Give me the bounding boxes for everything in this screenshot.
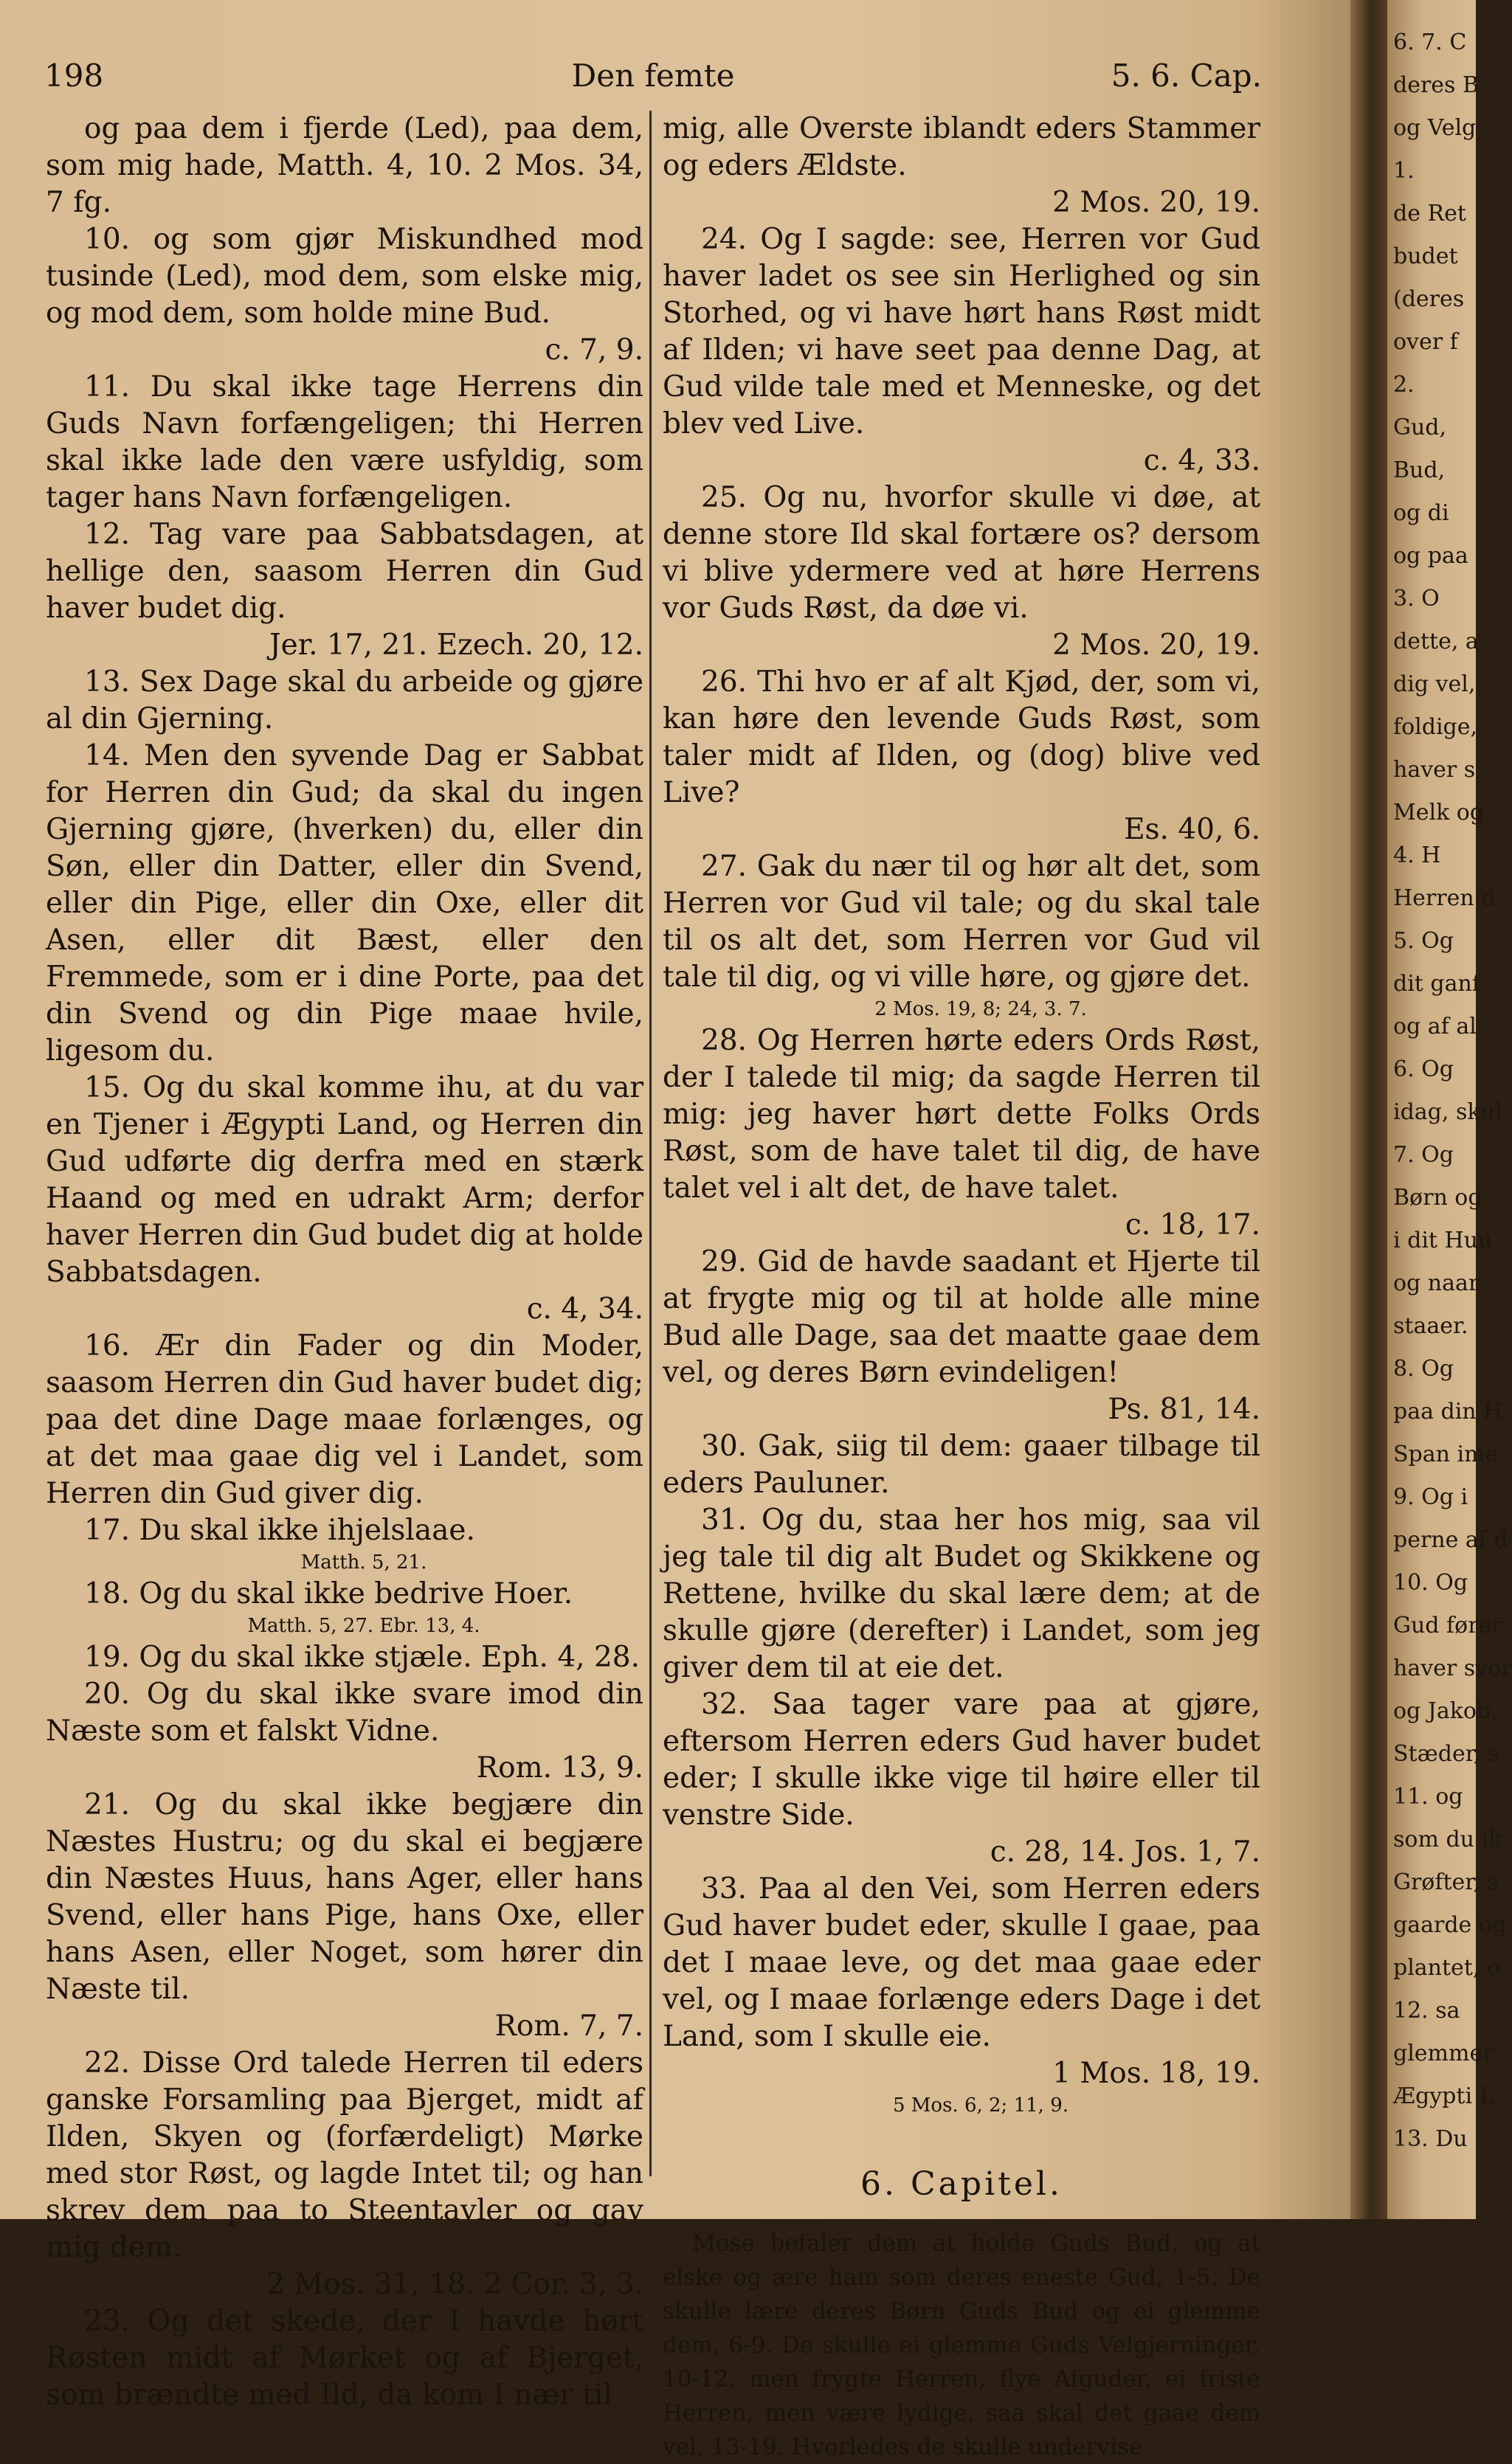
edge-text-fragment: og af al	[1393, 1014, 1477, 1039]
edge-text-fragment: 10. Og	[1393, 1570, 1468, 1596]
edge-text-fragment: 3. O	[1393, 586, 1440, 612]
page-number: 198	[44, 58, 104, 94]
verse-text: 22. Disse Ord talede Herren til eders ganske Forsamling paa Bjerget, midt af Ilden, Skyen og (forfærdeligt) Mørke med stor Røst, og lagde Intet til; og han skrev dem paa to Steentavler og gav mig dem.	[46, 2046, 643, 2264]
edge-text-fragment: 12. sa	[1393, 1998, 1460, 2024]
edge-text-fragment: plantet, o	[1393, 1955, 1501, 1981]
verse	[663, 480, 1260, 664]
verse	[46, 2303, 643, 2414]
cross-reference: Jer. 17, 21. Ezech. 20, 12.	[269, 629, 643, 662]
edge-text-fragment: 9. Og i	[1393, 1484, 1468, 1510]
verse	[46, 664, 643, 738]
verse	[663, 1428, 1260, 1502]
verse-text: 27. Gak du nær til og hør alt det, som Herren vor Gud vil tale; og du skal tale til os alt det, som Herren vor Gud vil tale til dig, og vi ville høre, og gjøre det.	[663, 850, 1260, 994]
edge-text-fragment: staaer.	[1393, 1313, 1468, 1339]
verse	[663, 1686, 1260, 1871]
verse	[663, 111, 1260, 221]
verse-text: 31. Og du, staa her hos mig, saa vil jeg tale til dig alt Budet og Skikkene og Rettene, hvilke du skal lære dem; at de skulle gjøre (derefter) i Landet, som jeg giver dem til at eie det.	[663, 1503, 1260, 1684]
verse-text: 26. Thi hvo er af alt Kjød, der, som vi, kan høre den levende Guds Røst, som taler midt af Ilden, og (dog) blive ved Live?	[663, 665, 1260, 809]
verse-text: 23. Og det skede, der I havde hørt Røsten midt af Mørket og af Bjerget, som brændte med Ild, da kom I nær til	[46, 2305, 643, 2412]
verse-text: 32. Saa tager vare paa at gjøre, eftersom Herren eders Gud haver budet eder; I skulle ikke vige til høire eller til venstre Side.	[663, 1688, 1260, 1832]
edge-text-fragment: 6. 7. C	[1393, 30, 1467, 55]
verse-text: 10. og som gjør Miskundhed mod tusinde (Led), mod dem, som elske mig, og mod dem, som holde mine Bud.	[46, 223, 643, 330]
cross-reference: c. 4, 33.	[1143, 444, 1260, 477]
verse	[46, 1576, 643, 1639]
footnote-reference: Matth. 5, 27. Ebr. 13, 4.	[247, 1615, 480, 1637]
edge-text-fragment: Gud fører	[1393, 1613, 1502, 1638]
cross-reference: 2 Mos. 20, 19.	[1052, 629, 1260, 662]
verse-text: 13. Sex Dage skal du arbeide og gjøre al din Gjerning.	[46, 665, 643, 736]
edge-text-fragment: dette, a	[1393, 629, 1479, 654]
edge-text-fragment: Børn og	[1393, 1185, 1482, 1211]
edge-text-fragment: de Ret	[1393, 201, 1466, 226]
edge-text-fragment: som du ik	[1393, 1827, 1502, 1852]
page-title: Den femte	[571, 58, 735, 94]
verse-text: 30. Gak, siig til dem: gaaer tilbage til eders Pauluner.	[663, 1430, 1260, 1500]
edge-text-fragment: gaarde og	[1393, 1912, 1507, 1938]
verse-text: 12. Tag vare paa Sabbatsdagen, at hellige den, saasom Herren din Gud haver budet dig.	[46, 518, 643, 625]
cross-reference: 1 Mos. 18, 19.	[1052, 2057, 1260, 2090]
verse-text: 19. Og du skal ikke stjæle. Eph. 4, 28.	[84, 1641, 640, 1674]
verse	[663, 664, 1260, 848]
edge-text-fragment: 5. Og	[1393, 928, 1454, 954]
edge-text-fragment: Grøfter, s	[1393, 1869, 1499, 1895]
verse-text: 11. Du skal ikke tage Herrens din Guds Navn forfængeligen; thi Herren skal ikke lade den være usfyldig, som tager hans Navn forfængeligen.	[46, 370, 643, 514]
edge-text-fragment: i dit Huu	[1393, 1228, 1493, 1253]
verse-text: 14. Men den syvende Dag er Sabbat for Herren din Gud; da skal du ingen Gjerning gjøre, (hverken) du, eller din Søn, eller din Datter, eller din Svend, eller din Pige, eller din Oxe, eller dit Asen, eller dit Bæst, eller den Fremmede, som er i dine Porte, paa det din Svend og din Pige maae hvile, ligesom du.	[46, 739, 643, 1067]
edge-text-fragment: perne af d	[1393, 1527, 1508, 1553]
right-text-column	[663, 111, 1260, 2464]
edge-text-fragment: og paa	[1393, 543, 1468, 569]
edge-text-fragment: budet	[1393, 243, 1458, 269]
verse-text: 18. Og du skal ikke bedrive Hoer.	[84, 1577, 573, 1610]
verse	[46, 1512, 643, 1576]
edge-text-fragment: Melk og	[1393, 800, 1485, 826]
right-verses	[663, 111, 1260, 2119]
edge-text-fragment: Bud,	[1393, 457, 1446, 483]
edge-text-fragment: og Velg	[1393, 115, 1477, 141]
edge-text-fragment: Span ime	[1393, 1442, 1499, 1467]
edge-text-fragment: 13. Du	[1393, 2126, 1468, 2152]
edge-text-fragment: Ægypti L	[1393, 2083, 1494, 2109]
chapter-summary: Mose befaler dem at holde Guds Bud, og at elske og ære ham som deres eneste Gud, 1-5. De skulle lære deres Børn Guds Bud og ei glemme dem, 6-9. De skulle ei glemme Guds Velgjerninger, 10-12, men frygte Herren, flye Afguder, ei friste Herren, men være lydige, saa skal det gaae dem vel, 13-19. Hvorledes de skulle undervise	[663, 2230, 1260, 2460]
verse	[46, 1070, 643, 1328]
footnote-reference: Matth. 5, 21.	[300, 1551, 427, 1574]
edge-text-fragment: 6. Og	[1393, 1056, 1454, 1082]
edge-text-fragment: Herren d	[1393, 885, 1496, 911]
verse-text: 15. Og du skal komme ihu, at du var en Tjener i Ægypti Land, og Herren din Gud udførte dig derfra med en stærk Haand og med en udrakt Arm; derfor haver Herren din Gud budet dig at holde Sabbatsdagen.	[46, 1071, 643, 1289]
verse	[46, 2045, 643, 2303]
left-text-column	[46, 111, 643, 2414]
edge-text-fragment: dig vel,	[1393, 671, 1476, 697]
cross-reference: Rom. 13, 9.	[476, 1751, 643, 1785]
verse	[663, 1244, 1260, 1428]
verse	[663, 221, 1260, 480]
column-divider	[649, 111, 652, 2176]
edge-text-fragment: 11. og	[1393, 1784, 1463, 1810]
verse	[663, 1022, 1260, 1244]
verse	[663, 848, 1260, 1022]
edge-text-fragment: 1.	[1393, 158, 1415, 184]
chapter-reference: 5. 6. Cap.	[1111, 58, 1262, 94]
edge-text-fragment: idag, skul	[1393, 1099, 1502, 1125]
cross-reference: c. 18, 17.	[1125, 1208, 1260, 1242]
verse-text: 21. Og du skal ikke begjære din Næstes Hustru; og du skal ei begjære din Næstes Huus, hans Ager, eller hans Svend, eller hans Pige, hans Oxe, eller hans Asen, eller Noget, som hører din Næste til.	[46, 1788, 643, 2006]
cross-reference: 2 Mos. 31, 18. 2 Cor. 3, 3.	[266, 2268, 643, 2301]
verse	[46, 738, 643, 1070]
verse-text: 17. Du skal ikke ihjelslaae.	[84, 1514, 475, 1547]
chapter-heading: 6. Capitel.	[860, 2165, 1063, 2203]
footnote-reference: 2 Mos. 19, 8; 24, 3. 7.	[874, 998, 1087, 1020]
edge-text-fragment: og di	[1393, 500, 1449, 526]
verse	[46, 221, 643, 369]
edge-text-fragment: 7. Og	[1393, 1142, 1454, 1168]
verse-text: 28. Og Herren hørte eders Ords Røst, der I talede til mig; da sagde Herren til mig: jeg haver hørt dette Folks Ords Røst, som de have talet til dig, de have talet vel i alt det, de have talet.	[663, 1024, 1260, 1205]
edge-text-fragment: haver svor	[1393, 1655, 1512, 1681]
verse-text: 29. Gid de havde saadant et Hjerte til at frygte mig og til at holde alle mine Bud alle Dage, saa det maatte gaae dem vel, og deres Børn evindeligen!	[663, 1245, 1260, 1389]
verse-text: mig, alle Overste iblandt eders Stammer og eders Ældste.	[663, 112, 1260, 182]
cross-reference: c. 4, 34.	[526, 1292, 643, 1326]
edge-text-fragment: og Jakob,	[1393, 1698, 1498, 1724]
cross-reference: Es. 40, 6.	[1124, 813, 1260, 846]
verse-text: 20. Og du skal ikke svare imod din Næste som et falskt Vidne.	[46, 1678, 643, 1748]
footnote-reference: 5 Mos. 6, 2; 11, 9.	[892, 2094, 1069, 2117]
verse	[46, 1328, 643, 1512]
verse	[46, 1787, 643, 2045]
edge-text-fragment: Stæder, s	[1393, 1741, 1499, 1767]
verse-text: 33. Paa al den Vei, som Herren eders Gud haver budet eder, skulle I gaae, paa det I maae leve, og det maa gaae eder vel, og I maae forlænge eders Dage i det Land, som I skulle eie.	[663, 1872, 1260, 2053]
right-book-page-edge	[1387, 0, 1512, 2219]
verse-text: og paa dem i fjerde (Led), paa dem, som mig hade, Matth. 4, 10. 2 Mos. 34, 7 fg.	[46, 112, 643, 219]
edge-text-fragment: Gud,	[1393, 415, 1447, 440]
verse	[663, 1871, 1260, 2119]
edge-text-fragment: dit ganf	[1393, 971, 1480, 997]
cross-reference: c. 7, 9.	[545, 333, 643, 367]
edge-text-fragment: paa din H	[1393, 1399, 1503, 1425]
edge-text-fragment: (deres	[1393, 286, 1465, 312]
edge-text-fragment: over f	[1393, 329, 1458, 355]
edge-text-fragment: 4. H	[1393, 842, 1441, 868]
verse	[46, 111, 643, 221]
verse	[46, 1676, 643, 1787]
edge-text-fragment: glemmer	[1393, 2041, 1494, 2066]
verse-text: 16. Ær din Fader og din Moder, saasom Herren din Gud haver budet dig; paa det dine Dage maae forlænges, og at det maa gaae dig vel i Landet, som Herren din Gud giver dig.	[46, 1329, 643, 1510]
running-header	[44, 58, 1262, 102]
cross-reference: Ps. 81, 14.	[1108, 1393, 1260, 1426]
verse-text: 24. Og I sagde: see, Herren vor Gud haver ladet os see sin Herlighed og sin Storhed, og vi have hørt hans Røst midt af Ilden; vi have seet paa denne Dag, at Gud vilde tale med et Menneske, og det blev ved Live.	[663, 223, 1260, 440]
verse	[663, 1502, 1260, 1686]
verse	[46, 516, 643, 664]
cross-reference: 2 Mos. 20, 19.	[1052, 186, 1260, 219]
edge-text-fragment: 2.	[1393, 372, 1415, 398]
edge-text-fragment: foldige,	[1393, 714, 1478, 740]
edge-text-fragment: 8. Og	[1393, 1356, 1454, 1382]
edge-text-fragment: haver s	[1393, 757, 1476, 783]
verse	[46, 369, 643, 516]
cross-reference: Rom. 7, 7.	[494, 2010, 643, 2043]
verse	[46, 1639, 643, 1676]
cross-reference: c. 28, 14. Jos. 1, 7.	[990, 1835, 1260, 1869]
edge-text-fragment: deres B	[1393, 72, 1480, 98]
edge-text-fragment: og naar	[1393, 1270, 1480, 1296]
verse-text: 25. Og nu, hvorfor skulle vi døe, at denne store Ild skal fortære os? dersom vi blive ydermere ved at høre Herrens vor Guds Røst, da døe vi.	[663, 481, 1260, 625]
